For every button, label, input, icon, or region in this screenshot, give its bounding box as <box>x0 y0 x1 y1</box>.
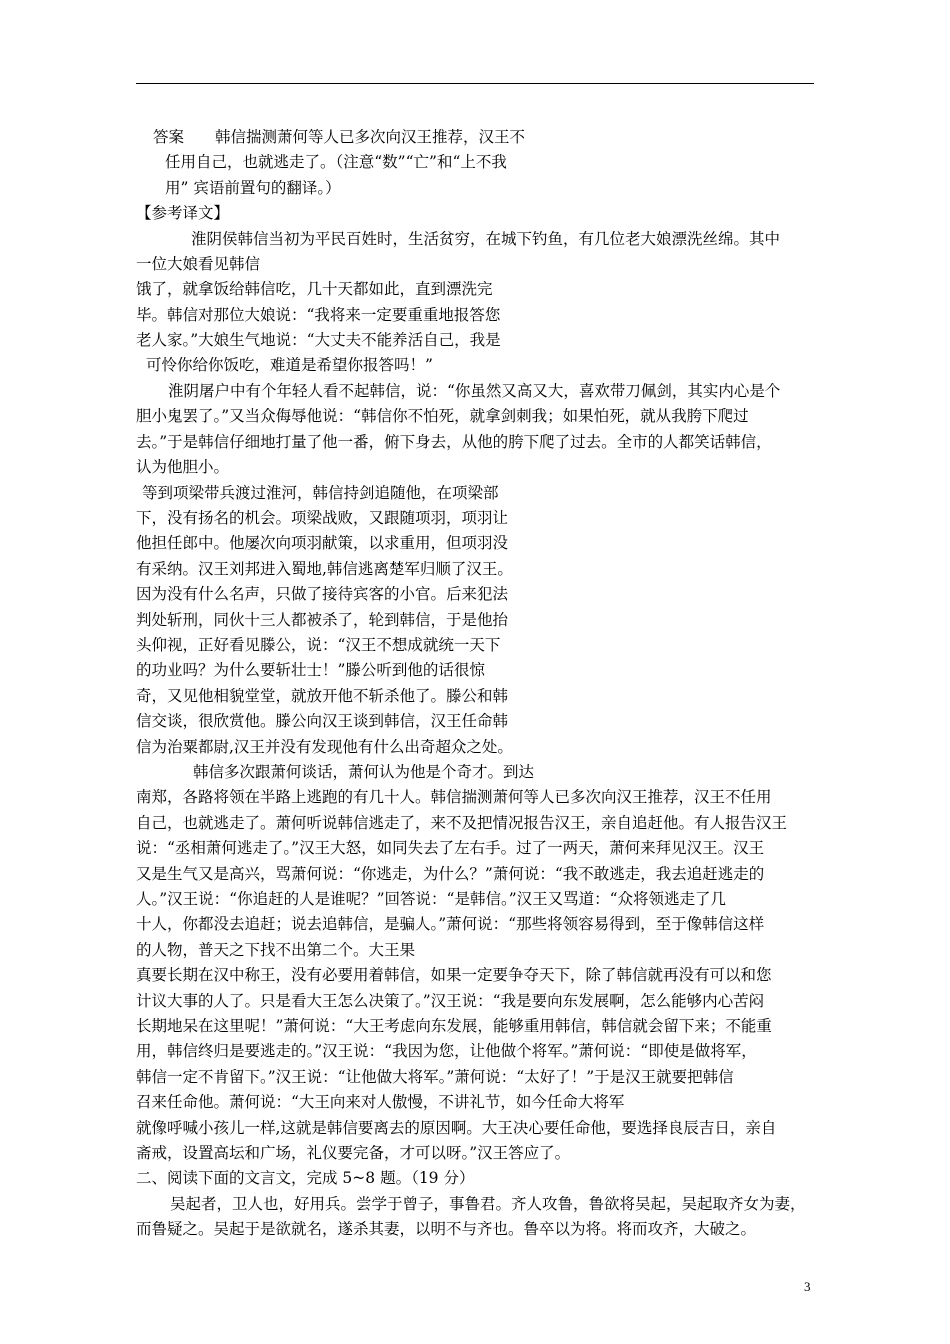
paragraph-line: 去。”于是韩信仔细地打量了他一番，俯下身去，从他的胯下爬了过去。全市的人都笑话韩信， <box>136 433 772 451</box>
paragraph-line: 的人物，普天之下找不出第二个。大王果 <box>136 941 416 959</box>
page-number: 3 <box>804 1279 811 1294</box>
paragraph-line: 召来任命他。萧何说：“大王向来对人傲慢，不讲礼节，如今任命大将军 <box>136 1093 625 1111</box>
paragraph-line: 长期地呆在这里呢！”萧何说：“大王考虑向东发展，能够重用韩信，韩信就会留下来；不能重 <box>136 1017 772 1035</box>
paragraph-line: 斋戒，设置高坛和广场，礼仪要完备，才可以呀。”汉王答应了。 <box>136 1144 571 1162</box>
answer-line-3: 用” 宾语前置句的翻译。） <box>165 179 341 197</box>
paragraph-line: 认为他胆小。 <box>136 458 230 476</box>
paragraph-line: 吴起者，卫人也，好用兵。尝学于曾子，事鲁君。齐人攻鲁，鲁欲将吴起，吴起取齐女为妻， <box>170 1195 806 1213</box>
answer-line-1: 答案 韩信揣测萧何等人已多次向汉王推荐，汉王不 <box>153 128 526 146</box>
paragraph-line: 因为没有什么名声，只做了接待宾客的小官。后来犯法 <box>136 585 509 603</box>
paragraph-line: 一位大娘看见韩信 <box>136 255 261 273</box>
paragraph-line: 下，没有扬名的机会。项梁战败，又跟随项羽，项羽让 <box>136 509 509 527</box>
paragraph-line: 毕。韩信对那位大娘说：“我将来一定要重重地报答您 <box>136 306 501 324</box>
paragraph-line: 就像呼喊小孩儿一样,这就是韩信要离去的原因啊。大王决心要任命他，要选择良辰吉日，亲自 <box>136 1119 777 1137</box>
question-heading: 二、阅读下面的文言文，完成 5~8 题。（19 分） <box>136 1169 475 1187</box>
paragraph-line: 淮阴屠户中有个年轻人看不起韩信，说：“你虽然又高又大，喜欢带刀佩剑，其实内心是个 <box>168 382 781 400</box>
answer-line-2: 任用自己，也就逃走了。（注意“数”“亡”和“上不我 <box>165 153 507 171</box>
paragraph-line: 胆小鬼罢了。”又当众侮辱他说：“韩信你不怕死，就拿剑刺我；如果怕死，就从我胯下爬过 <box>136 407 749 425</box>
paragraph-line: 奇，又见他相貌堂堂，就放开他不斩杀他了。滕公和韩 <box>136 687 509 705</box>
paragraph-line: 人。”汉王说：“你追赶的人是谁呢？”回答说：“是韩信。”汉王又骂道：“众将领逃走了几 <box>136 890 727 908</box>
paragraph-line: 饿了，就拿饭给韩信吃，几十天都如此，直到漂洗完 <box>136 280 493 298</box>
paragraph-line: 十人，你都没去追赶；说去追韩信，是骗人。”萧何说：“那些将领容易得到，至于像韩信这样 <box>136 915 765 933</box>
paragraph-line: 他担任郎中。他屡次向项羽献策，以求重用，但项羽没 <box>136 534 509 552</box>
paragraph-line: 用，韩信终归是要逃走的。”汉王说：“我因为您，让他做个将军。”萧何说：“即使是做将军， <box>136 1042 757 1060</box>
paragraph-line: 说：“丞相萧何逃走了。”汉王大怒，如同失去了左右手。过了一两天，萧何来拜见汉王。汉王 <box>136 839 765 857</box>
section-heading: 【参考译文】 <box>136 204 230 222</box>
paragraph-line: 真要长期在汉中称王，没有必要用着韩信，如果一定要争夺天下，除了韩信就再没有可以和您 <box>136 966 772 984</box>
paragraph-line: 头仰视，正好看见滕公，说：“汉王不想成就统一天下 <box>136 636 501 654</box>
paragraph-line: 有采纳。汉王刘邦进入蜀地,韩信逃离楚军归顺了汉王。 <box>136 560 513 578</box>
paragraph-line: 的功业吗？为什么要斩壮士！”滕公听到他的话很惊 <box>136 661 485 679</box>
paragraph-line: 自己，也就逃走了。萧何听说韩信逃走了，来不及把情况报告汉王，亲自追赶他。有人报告汉王 <box>136 814 788 832</box>
paragraph-line: 判处斩刑，同伙十三人都被杀了，轮到韩信，于是他抬 <box>136 611 509 629</box>
paragraph-line: 计议大事的人了。只是看大王怎么决策了。”汉王说：“我是要向东发展啊，怎么能够内心苦闷 <box>136 992 765 1010</box>
paragraph-line: 老人家。”大娘生气地说：“大丈夫不能养活自己，我是 <box>136 331 501 349</box>
paragraph-line: 而鲁疑之。吴起于是欲就名，遂杀其妻，以明不与齐也。鲁卒以为将。将而攻齐，大破之。 <box>136 1220 757 1238</box>
paragraph-line: 韩信一定不肯留下。”汉王说：“让他做大将军。”萧何说：“太好了！”于是汉王就要把韩信 <box>136 1068 734 1086</box>
paragraph-line: 可怜你给你饭吃，难道是希望你报答吗！” <box>146 356 433 374</box>
paragraph-line: 南郑，各路将领在半路上逃跑的有几十人。韩信揣测萧何等人已多次向汉王推荐，汉王不任用 <box>136 788 772 806</box>
paragraph-line: 又是生气又是高兴，骂萧何说：“你逃走，为什么？”萧何说：“我不敢逃走，我去追赶逃走的 <box>136 865 765 883</box>
paragraph-line: 信交谈，很欣赏他。滕公向汉王谈到韩信，汉王任命韩 <box>136 712 509 730</box>
paragraph-line: 淮阴侯韩信当初为平民百姓时，生活贫穷，在城下钓鱼，有几位老大娘漂洗丝绵。其中 <box>191 230 781 248</box>
paragraph-line: 等到项梁带兵渡过淮河，韩信持剑追随他，在项梁部 <box>142 484 499 502</box>
paragraph-line: 韩信多次跟萧何谈话，萧何认为他是个奇才。到达 <box>193 763 535 781</box>
paragraph-line: 信为治粟都尉,汉王并没有发现他有什么出奇超众之处。 <box>136 738 513 756</box>
header-rule <box>136 83 814 84</box>
